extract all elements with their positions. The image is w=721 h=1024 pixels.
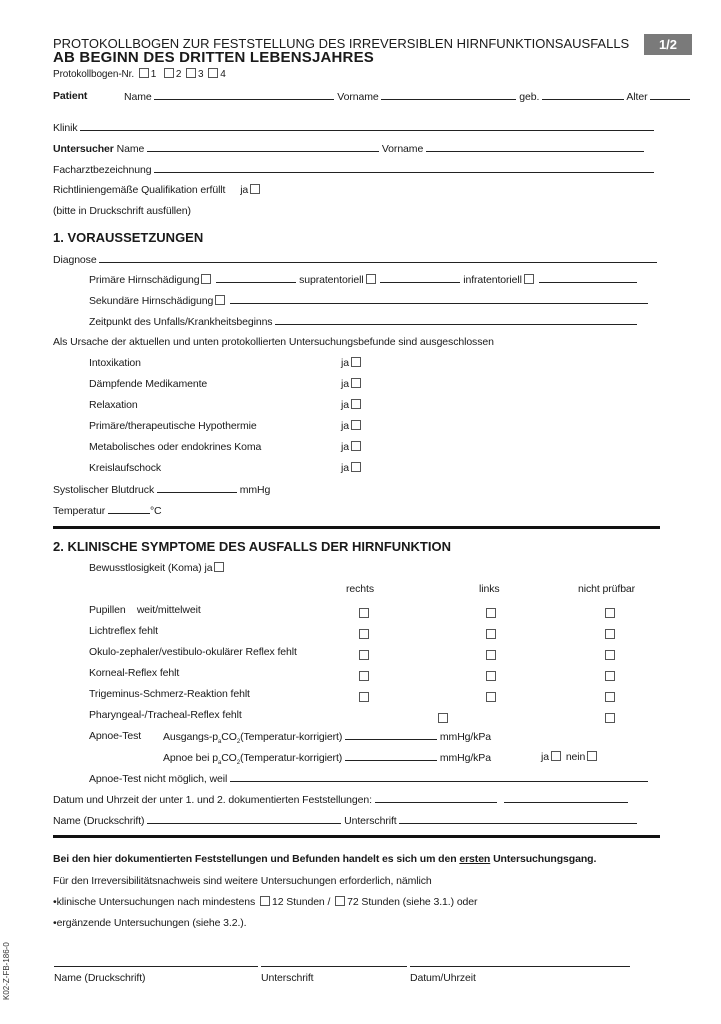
untersucher-name-field[interactable] (147, 142, 379, 152)
patient-geb-label: geb. (519, 91, 540, 103)
koma-label: Bewusstlosigkeit (Koma) ja (89, 562, 213, 574)
blutdruck-unit: mmHg (239, 484, 271, 496)
untersucher-row (53, 142, 644, 155)
nicht-moeglich-field[interactable] (230, 772, 648, 782)
checkbox-lichtreflex-links[interactable] (484, 625, 498, 643)
sig-unterschrift-line[interactable] (261, 966, 407, 967)
checkbox-bewusstlosigkeit[interactable] (214, 562, 224, 572)
checkbox-pupillen-links[interactable] (484, 604, 498, 622)
diagnose-field[interactable] (99, 253, 657, 263)
primaer-field[interactable] (216, 273, 296, 283)
checkbox-intoxikation[interactable] (351, 357, 361, 367)
checkbox-protocol-3[interactable] (186, 68, 196, 78)
checkbox-apnoe-ja[interactable] (551, 751, 561, 761)
checkbox-trigeminus-links[interactable] (484, 688, 498, 706)
checkbox-apnoe-nein[interactable] (587, 751, 597, 761)
ja-label: ja (341, 357, 349, 369)
statement-underlined: ersten (459, 853, 491, 865)
checkbox-korneal-rechts[interactable] (357, 667, 371, 685)
checkbox-sekundaer[interactable] (215, 295, 225, 305)
sub-2: 2 (236, 739, 241, 746)
section-divider-2 (53, 835, 660, 838)
checkbox-trigeminus-nicht-pruefbar[interactable] (603, 688, 617, 706)
statement-post: Untersuchungsgang. (490, 853, 597, 865)
sekundaer-label: Sekundäre Hirnschädigung (89, 295, 214, 307)
unit-label: mmHg/kPa (439, 752, 491, 764)
checkbox-infra[interactable] (524, 274, 534, 284)
zeitpunkt-label: Zeitpunkt des Unfalls/Krankheitsbeginns (89, 316, 273, 328)
name-druck-label: Name (Druckschrift) (53, 815, 145, 827)
exclusion-label-hypothermie: Primäre/therapeutische Hypothermie (89, 420, 257, 432)
ja-label: ja (341, 420, 349, 432)
checkbox-medikamente[interactable] (351, 378, 361, 388)
apnoe-ja-nein (541, 751, 599, 763)
klinik-row (53, 121, 654, 134)
name-druck-field[interactable] (147, 814, 341, 824)
koma-row (89, 562, 226, 574)
72-stunden-label: 72 Stunden (siehe 3.1.) oder (347, 896, 478, 908)
patient-name-label: Name (124, 91, 152, 103)
primaer-label: Primäre Hirnschädigung (89, 274, 200, 286)
exclusion-label-medikamente: Dämpfende Medikamente (89, 378, 208, 390)
untersucher-vorname-field[interactable] (426, 142, 644, 152)
patient-label: Patient (53, 90, 88, 102)
checkbox-lichtreflex-rechts[interactable] (357, 625, 371, 643)
korrigiert-label: (Temperatur-korrigiert) (240, 731, 343, 743)
primaer-row (89, 273, 637, 286)
zeitpunkt-row (89, 315, 637, 328)
checkbox-protocol-4[interactable] (208, 68, 218, 78)
korrigiert-label: (Temperatur-korrigiert) (240, 752, 343, 764)
checkbox-okulo-rechts[interactable] (357, 646, 371, 664)
diagnose-row (53, 253, 657, 266)
row-label-trigeminus: Trigeminus-Schmerz-Reaktion fehlt (89, 688, 250, 700)
protocol-label: Protokollbogen-Nr. (53, 69, 135, 80)
exclusion-medikamente-ja (341, 378, 363, 390)
patient-geb-field[interactable] (542, 90, 624, 100)
sub-2: 2 (236, 760, 241, 767)
apnoe-ausgang-field[interactable] (345, 730, 437, 740)
apnoe-bei-label: Apnoe bei p (163, 752, 218, 764)
datum-field[interactable] (375, 793, 497, 803)
klinik-label: Klinik (53, 122, 78, 134)
patient-row (53, 90, 87, 102)
facharzt-field[interactable] (154, 163, 654, 173)
sub-a: a (218, 739, 222, 746)
column-header-nicht-pruefbar: nicht prüfbar (578, 583, 636, 595)
exclusion-hypothermie-ja (341, 420, 363, 432)
co-label: CO (221, 752, 237, 764)
checkbox-lichtreflex-nicht-pruefbar[interactable] (603, 625, 617, 643)
patient-alter-label: Alter (626, 91, 648, 103)
blutdruck-field[interactable] (157, 483, 237, 493)
column-header-links: links (479, 583, 500, 595)
patient-vorname-field[interactable] (381, 90, 516, 100)
unterschrift-field[interactable] (399, 814, 637, 824)
checkbox-pupillen-nicht-pruefbar[interactable] (603, 604, 617, 622)
ausgang-label: Ausgangs-p (163, 731, 219, 743)
checkbox-72-stunden[interactable] (335, 896, 345, 906)
klinik-field[interactable] (80, 121, 654, 131)
sig-name-line[interactable] (54, 966, 258, 967)
bullet-ergaenzend (53, 917, 246, 929)
blutdruck-row (53, 483, 270, 496)
checkbox-pupillen-rechts[interactable] (357, 604, 371, 622)
sub-a: a (217, 760, 222, 767)
checkbox-koma[interactable] (351, 441, 361, 451)
untersucher-label: Untersucher (53, 143, 114, 155)
nicht-moeglich-label: Apnoe-Test nicht möglich, weil (89, 773, 228, 785)
apnoe-bei-field[interactable] (345, 751, 437, 761)
protocol-number-row (53, 68, 226, 80)
apnoe-nicht-moeglich-row (89, 772, 648, 785)
checkbox-protocol-2[interactable] (164, 68, 174, 78)
checkbox-supra[interactable] (366, 274, 376, 284)
irreversibilitaet-text: Für den Irreversibilitätsnachweis sind weitere Untersuchungen erforderlich, nämlich (53, 875, 432, 887)
apnoe-bei-row (163, 751, 491, 766)
sig-datum-line[interactable] (410, 966, 630, 967)
column-header-rechts: rechts (346, 583, 374, 595)
bullet2-text: ergänzende Untersuchungen (siehe 3.2.). (56, 917, 247, 929)
protocol-option-1: 1 (150, 69, 157, 80)
bullet-icon: • (53, 896, 57, 908)
temperatur-row (53, 504, 162, 517)
sig-datum-label: Datum/Uhrzeit (410, 972, 476, 984)
bullet-icon: • (53, 917, 57, 929)
checkbox-pharyngeal-beidseits[interactable] (436, 709, 450, 727)
blutdruck-label: Systolischer Blutdruck (53, 484, 155, 496)
apnoe-nein-label: nein (565, 751, 586, 763)
patient-alter-field[interactable] (650, 90, 690, 100)
exclusion-koma-ja (341, 441, 363, 453)
apnoe-ja-label: ja (541, 751, 549, 763)
exclusion-schock-ja (341, 462, 363, 474)
ja-label: ja (341, 399, 349, 411)
datum-label: Datum und Uhrzeit der unter 1. und 2. dokumentierten Feststellungen: (53, 794, 372, 806)
checkbox-primaer[interactable] (201, 274, 211, 284)
infra-label: infratentoriell (463, 274, 522, 286)
ersten-statement (53, 853, 596, 865)
infra-field[interactable] (539, 273, 637, 283)
protocol-option-3: 3 (198, 69, 204, 80)
uhrzeit-field[interactable] (504, 793, 628, 803)
diagnose-label: Diagnose (53, 254, 97, 266)
row-label-pharyngeal: Pharyngeal-/Tracheal-Reflex fehlt (89, 709, 242, 721)
checkbox-okulo-nicht-pruefbar[interactable] (603, 646, 617, 664)
patient-name-field[interactable] (154, 90, 334, 100)
checkbox-pharyngeal-nicht-pruefbar[interactable] (603, 709, 617, 727)
supra-field[interactable] (380, 273, 460, 283)
zeitpunkt-field[interactable] (275, 315, 637, 325)
apnoe-ausgang-row (163, 730, 491, 745)
statement-pre: Bei den hier dokumentierten Feststellungen und Befunden handelt es sich um den (53, 853, 460, 865)
facharzt-row (53, 163, 654, 176)
supra-label: supratentoriell (299, 274, 364, 286)
row-label-pupillen: Pupillen weit/mittelweit (89, 604, 201, 616)
section-1-title: 1. VORAUSSETZUNGEN (53, 230, 204, 245)
title-line-1: PROTOKOLLBOGEN ZUR FESTSTELLUNG DES IRREVERSIBLEN HIRNFUNKTIONSAUSFALLS (53, 36, 630, 51)
untersucher-vorname-label: Vorname (381, 143, 424, 155)
checkbox-protocol-1[interactable] (139, 68, 149, 78)
sig-unterschrift-label: Unterschrift (261, 972, 314, 984)
patient-vorname-label: Vorname (337, 91, 379, 103)
protocol-option-4: 4 (220, 69, 226, 80)
exclusion-intoxikation-ja (341, 357, 363, 369)
exclusion-label-schock: Kreislaufschock (89, 462, 162, 474)
exclusion-label-relaxation: Relaxation (89, 399, 138, 411)
exclusion-relaxation-ja (341, 399, 363, 411)
ja-label: ja (341, 378, 349, 390)
bullet-klinisch (53, 896, 477, 908)
checkbox-schock[interactable] (351, 462, 361, 472)
checkbox-korneal-nicht-pruefbar[interactable] (603, 667, 617, 685)
name-unterschrift-row (53, 814, 637, 827)
checkbox-okulo-links[interactable] (484, 646, 498, 664)
row-label-lichtreflex: Lichtreflex fehlt (89, 625, 158, 637)
druckschrift-hint: (bitte in Druckschrift ausfüllen) (53, 205, 191, 217)
exclusion-label-koma: Metabolisches oder endokrines Koma (89, 441, 262, 453)
checkbox-hypothermie[interactable] (351, 420, 361, 430)
qualifikation-row (53, 184, 262, 196)
protocol-option-2: 2 (175, 69, 182, 80)
title-line-2: AB BEGINN DES DRITTEN LEBENSJAHRES (53, 49, 375, 66)
12-stunden-label: 12 Stunden / (271, 896, 331, 908)
co-label: CO (221, 731, 237, 743)
untersucher-name-label: Name (116, 143, 145, 155)
checkbox-trigeminus-rechts[interactable] (357, 688, 371, 706)
row-label-korneal: Korneal-Reflex fehlt (89, 667, 180, 679)
ja-label: ja (341, 441, 349, 453)
qualifikation-label: Richtliniengemäße Qualifikation erfüllt (53, 184, 226, 196)
facharzt-label: Facharztbezeichnung (53, 164, 152, 176)
sig-name-label: Name (Druckschrift) (54, 972, 146, 984)
patient-fields (124, 90, 690, 103)
page-badge: 1/2 (644, 34, 692, 55)
exclusion-label-intoxikation: Intoxikation (89, 357, 141, 369)
bullet1-text: klinische Untersuchungen nach mindestens (56, 896, 256, 908)
sekundaer-row (89, 294, 648, 307)
qualifikation-ja-label: ja (240, 184, 249, 196)
ursache-text: Als Ursache der aktuellen und unten protokollierten Untersuchungsbefunde sind ausgeschlossen (53, 336, 494, 348)
temperatur-label: Temperatur (53, 505, 106, 517)
checkbox-qualifikation-ja[interactable] (250, 184, 260, 194)
datum-row (53, 793, 628, 806)
checkbox-korneal-links[interactable] (484, 667, 498, 685)
unterschrift-label: Unterschrift (344, 815, 397, 827)
checkbox-12-stunden[interactable] (260, 896, 270, 906)
apnoe-label: Apnoe-Test (89, 730, 142, 742)
section-2-title: 2. KLINISCHE SYMPTOME DES AUSFALLS DER HIRNFUNKTION (53, 539, 451, 554)
ja-label: ja (341, 462, 349, 474)
row-label-okulo: Okulo-zephaler/vestibulo-okulärer Reflex fehlt (89, 646, 297, 658)
unit-label: mmHg/kPa (439, 731, 492, 743)
sekundaer-field[interactable] (230, 294, 648, 304)
section-divider-1 (53, 526, 660, 529)
checkbox-relaxation[interactable] (351, 399, 361, 409)
temperatur-unit: °C (149, 505, 162, 517)
temperatur-field[interactable] (108, 504, 150, 514)
form-code: K02-Z-FB-186-0 (2, 942, 11, 1000)
